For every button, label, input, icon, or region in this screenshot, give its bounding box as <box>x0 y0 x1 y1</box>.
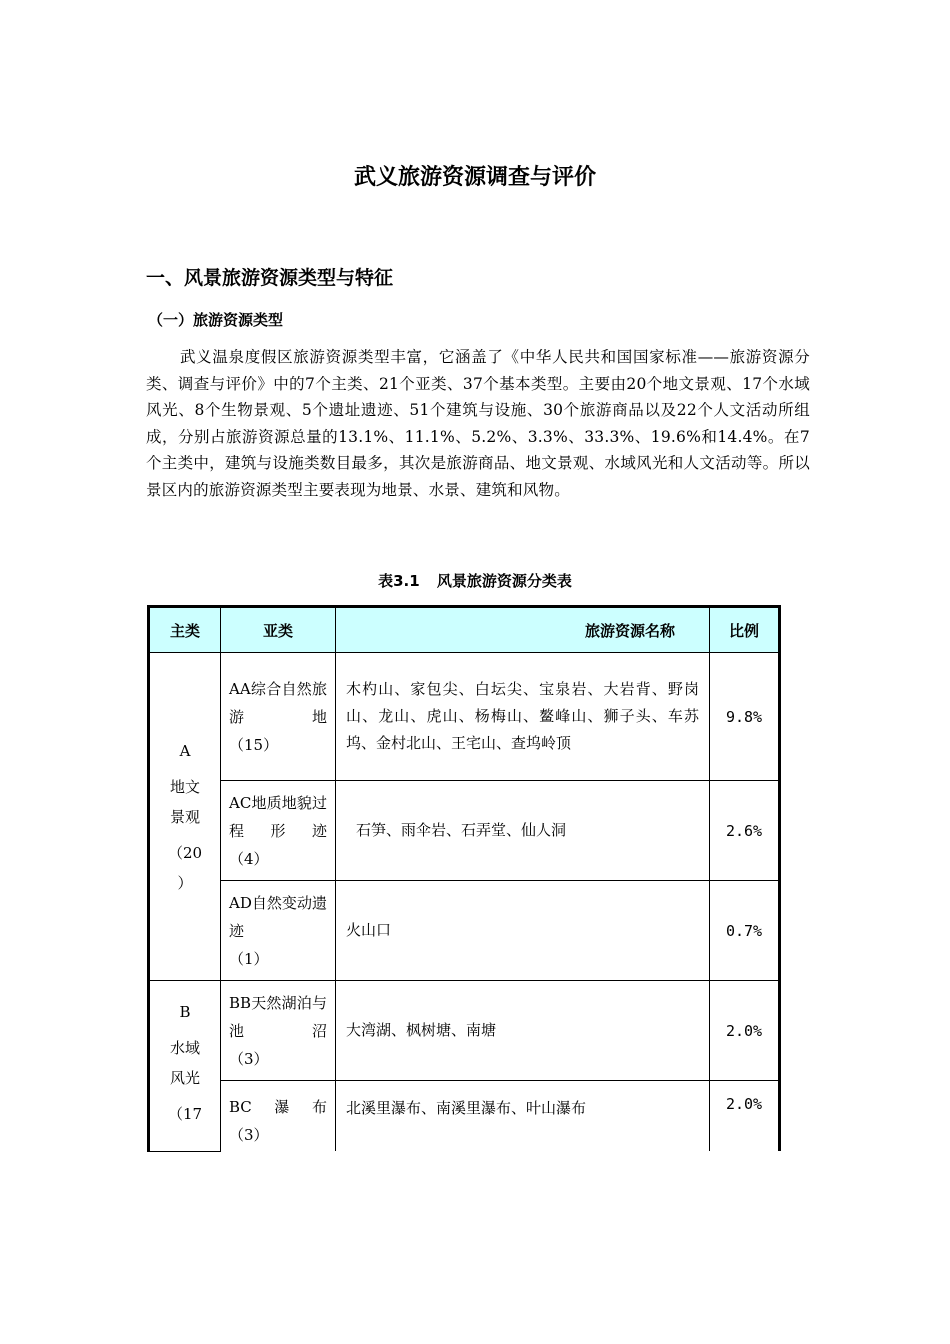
sub-category-count: （15） <box>229 735 279 754</box>
document-title: 武义旅游资源调查与评价 <box>353 165 596 190</box>
sub-category-count: （3） <box>229 1126 269 1144</box>
table-row <box>149 881 780 981</box>
sub-category-label: AC地质地貌过程形迹 <box>229 793 327 840</box>
resource-names-cell: 火山口 <box>336 881 710 981</box>
sub-category-cell <box>221 981 336 1081</box>
main-category-count-line: （17 <box>167 1105 203 1123</box>
main-category-name-line: 风光 <box>169 1069 200 1087</box>
subsection-heading: （一）旅游资源类型 <box>148 311 284 329</box>
resource-classification-table <box>147 605 781 1152</box>
table-row <box>149 981 780 1081</box>
main-category-count-line: ） <box>177 873 193 892</box>
main-category-name-line: 水域 <box>169 1039 200 1057</box>
main-category-name-line: 地文 <box>169 777 200 796</box>
table-caption-number: 表3.1 <box>378 572 420 590</box>
main-category-name <box>151 1033 219 1093</box>
ratio-cell: 0.7% <box>710 881 780 981</box>
ratio-cell: 2.0% <box>710 1081 780 1152</box>
sub-category-label: BB天然湖泊与池沼 <box>229 993 327 1040</box>
resource-names-cell: 石笋、雨伞岩、石弄堂、仙人洞 <box>336 781 710 881</box>
resource-names-cell: 北溪里瀑布、南溪里瀑布、叶山瀑布 <box>336 1081 710 1152</box>
main-category-count <box>151 1099 219 1129</box>
header-ratio: 比例 <box>710 607 780 653</box>
table-caption-text: 风景旅游资源分类表 <box>436 572 572 590</box>
main-category-code: A <box>179 741 191 760</box>
sub-category-label: BC瀑布 <box>229 1098 327 1116</box>
sub-category-label: AA综合自然旅游地 <box>229 679 327 726</box>
ratio-cell: 9.8% <box>710 653 780 781</box>
main-category-cell <box>149 653 221 981</box>
table-header-row <box>149 607 780 653</box>
resource-names-cell: 木杓山、家包尖、白坛尖、宝泉岩、大岩背、野岗山、龙山、虎山、杨梅山、鳌峰山、狮子头、车苏坞、金村北山、王宅山、查坞岭顶 <box>336 653 710 781</box>
main-category-count-line: （20 <box>167 843 203 862</box>
body-paragraph: 武义温泉度假区旅游资源类型丰富，它涵盖了《中华人民共和国国家标准——旅游资源分类、调查与评价》中的7个主类、21个亚类、37个基本类型。主要由20个地文景观、17个水域风光、8个生物景观、5个遗址遗迹、51个建筑与设施、30个旅游商品以及22个人文活动所组成，分别占旅游资源总量的13.1%、11.1%、5.2%、3.3%、33.3%、19.6%和14.4%。在7个主类中，建筑与设施类数目最多，其次是旅游商品、地文景观、水域风光和人文活动等。所以景区内的旅游资源类型主要表现为地景、水景、建筑和风物。 <box>146 348 810 499</box>
header-main-category: 主类 <box>149 607 221 653</box>
table-caption <box>0 570 950 591</box>
table-row <box>149 653 780 781</box>
main-category-name <box>151 772 219 832</box>
sub-category-count: （1） <box>229 949 269 968</box>
sub-category-cell <box>221 781 336 881</box>
sub-category-cell <box>221 653 336 781</box>
main-category-code: B <box>179 1003 191 1021</box>
sub-category-count: （4） <box>229 849 269 868</box>
table-row <box>149 781 780 881</box>
resource-names-cell: 大湾湖、枫树塘、南塘 <box>336 981 710 1081</box>
sub-category-cell <box>221 1081 336 1152</box>
header-sub-category: 亚类 <box>221 607 336 653</box>
ratio-cell: 2.0% <box>710 981 780 1081</box>
main-category-name-line: 景观 <box>169 807 200 826</box>
ratio-cell: 2.6% <box>710 781 780 881</box>
table-row <box>149 1081 780 1152</box>
main-category-cell <box>149 981 221 1152</box>
section-heading: 一、风景旅游资源类型与特征 <box>146 267 394 289</box>
header-resource-names: 旅游资源名称 <box>336 607 710 653</box>
sub-category-count: （3） <box>229 1049 269 1068</box>
main-category-count <box>151 838 219 898</box>
sub-category-cell <box>221 881 336 981</box>
sub-category-label: AD自然变动遗迹 <box>229 893 327 940</box>
